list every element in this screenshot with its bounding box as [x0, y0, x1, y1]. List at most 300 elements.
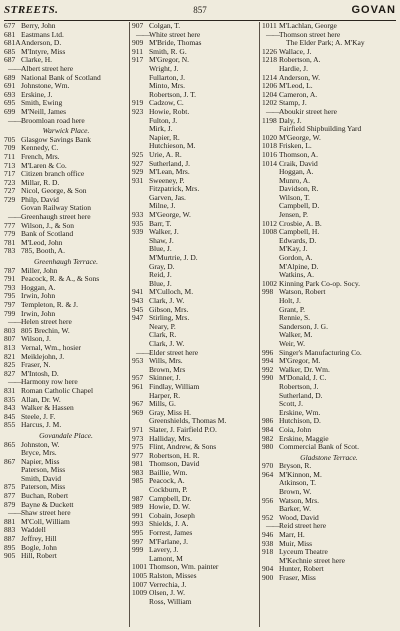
occupant-name: Waddell [21, 526, 46, 535]
cross-street-marker: —— Greenhaugh street here [4, 213, 128, 222]
street-number: 1218 [262, 56, 277, 65]
occupant-name: Campbell, H. [279, 228, 320, 237]
street-number: 813 [4, 343, 16, 352]
street-number: 855 [4, 421, 16, 430]
directory-entry [262, 160, 396, 169]
occupant-name: Baillie, Wm. [149, 468, 188, 477]
directory-entry [262, 349, 396, 358]
street-number: 687 [4, 56, 16, 65]
directory-entry [132, 108, 256, 117]
occupant-name: Millar, R. D. [21, 178, 60, 187]
continuation-line: Hardie, J. [279, 64, 308, 73]
continuation-line: Reid, J. [149, 271, 172, 280]
occupant-name: Mills, G. [149, 400, 176, 409]
directory-entry [132, 520, 256, 529]
occupant-name: M'Bride, Thomas [149, 39, 202, 48]
street-number: 803 [4, 326, 16, 335]
occupant-name: Kennedy, C. [21, 144, 59, 153]
street-number: 980 [262, 443, 274, 452]
continuation-line: Clark, J. W. [149, 339, 185, 348]
directory-entry [4, 552, 128, 561]
directory-entry [132, 357, 256, 366]
directory-entry [262, 426, 396, 435]
continuation-line: Paterson, Miss [21, 466, 66, 475]
column-divider-2 [259, 22, 260, 627]
directory-entry [4, 387, 128, 396]
street-number: 1014 [262, 159, 277, 168]
occupant-name: Irwin, John [21, 309, 56, 318]
directory-entry [132, 443, 256, 452]
continuation-line: Harper, R. [149, 391, 181, 400]
occupant-name: Bayne & Duckett [21, 500, 74, 509]
occupant-name: M'Leod, L. [279, 82, 313, 91]
running-title-govan: GOVAN [351, 4, 396, 16]
street-number: 887 [4, 535, 16, 544]
directory-entry [262, 548, 396, 557]
continuation-line: Erskine, Wm. [279, 408, 321, 417]
occupant-name: Muir, Miss [279, 539, 313, 548]
continuation-line: M'Kay, J. [279, 245, 308, 254]
section-heading: Govandale Place. [39, 431, 93, 440]
continuation-line: Hutchieson, M. [149, 142, 196, 151]
directory-entry [132, 469, 256, 478]
directory-entry [132, 48, 256, 57]
occupant-name: M'Neill, James [21, 107, 67, 116]
street-number: 681 [4, 30, 16, 39]
occupant-name: Thomson, David [149, 460, 200, 469]
street-number: 1214 [262, 73, 277, 82]
directory-entry [4, 247, 128, 256]
directory-entry [262, 374, 396, 383]
directory-entry [132, 581, 256, 590]
occupant-name: Thomson, A. [279, 150, 318, 159]
directory-entry [4, 222, 128, 231]
street-number: 1011 [262, 22, 277, 30]
page-header [4, 4, 396, 21]
cross-street-marker: —— Harmony row here [4, 378, 128, 387]
street-number: 1008 [262, 228, 277, 237]
street-number: 787 [4, 266, 16, 275]
occupant-name: M'Donald, J. C. [279, 374, 327, 383]
occupant-name: Sweeney, P. [149, 176, 185, 185]
directory-entry [4, 267, 128, 276]
directory-entry [4, 99, 128, 108]
occupant-name: Clark, J. W. [149, 297, 185, 305]
continuation-line: Wright, J. [149, 64, 179, 73]
street-number: 969 [132, 408, 144, 417]
occupant-name: Vernal, Wm., hosier [21, 343, 82, 352]
directory-entry [4, 441, 128, 450]
occupant-name: Wallace, J. [279, 47, 312, 56]
occupant-name: Colgan, T. [149, 22, 181, 30]
section-heading: Gladstone Terrace. [300, 453, 358, 462]
street-number: 993 [132, 520, 144, 529]
directory-entry [262, 443, 396, 452]
directory-entry [262, 220, 396, 229]
continuation-line: Fitzpatrick, Mrs. [149, 185, 200, 194]
street-number: 695 [4, 99, 16, 108]
street-number: 793 [4, 283, 16, 292]
continuation-line: Rennie, S. [279, 314, 311, 323]
directory-entry [132, 374, 256, 383]
street-number: 909 [132, 39, 144, 48]
cross-street-marker: —— Broomloan road here [4, 117, 128, 126]
directory-entry [4, 275, 128, 284]
occupant-name: Peacock, A. [149, 477, 185, 486]
directory-entry [262, 471, 396, 480]
occupant-name: Fraser, Miss [279, 574, 316, 582]
occupant-name: Marr, H. [279, 531, 305, 540]
directory-entry [4, 501, 128, 510]
street-number: 997 [132, 537, 144, 546]
occupant-name: Hill, Robert [21, 552, 57, 561]
occupant-name: Peacock, R. & A., & Sons [21, 275, 100, 284]
occupant-name: Verrechia, J. [149, 580, 187, 589]
occupant-name: Robertson, H. R. [149, 451, 200, 460]
street-number: 907 [132, 22, 144, 30]
directory-entry [132, 495, 256, 504]
street-number: 943 [132, 297, 144, 305]
continuation-line: Sutherland, D. [279, 391, 323, 400]
directory-entry [262, 565, 396, 574]
street-number: 777 [4, 221, 16, 230]
directory-entry [132, 383, 256, 392]
street-number: 835 [4, 395, 16, 404]
street-number: 865 [4, 440, 16, 449]
continuation-line: Atkinson, T. [279, 479, 317, 488]
occupant-name: Walker & Hassen [21, 404, 74, 413]
street-number: 1005 [132, 572, 147, 580]
occupant-name: M'Intyre, Miss [21, 47, 66, 56]
directory-entry [132, 452, 256, 461]
street-number: 990 [262, 374, 274, 383]
street-number: 825 [4, 361, 16, 370]
occupant-name: Crosbie, A. B. [279, 219, 322, 228]
continuation-line: Clark, R. [149, 331, 177, 340]
continuation-line: Grant, P. [279, 305, 306, 314]
street-number: 989 [132, 503, 144, 512]
occupant-name: Johnston, W. [21, 440, 60, 449]
street-number: 941 [132, 288, 144, 297]
occupant-name: Paterson, Miss [21, 483, 66, 492]
directory-entry [132, 168, 256, 177]
street-number: 925 [132, 150, 144, 159]
street-number: 917 [132, 56, 144, 65]
cross-street-marker: —— Shaw street here [4, 509, 128, 518]
column-divider-1 [129, 22, 130, 627]
running-title-streets: STREETS. [4, 4, 59, 16]
continuation-line: Cockburn, P. [149, 486, 188, 495]
continuation-line: Wilson, T. [279, 193, 310, 202]
occupant-name: Lyceum Theatre [279, 548, 328, 557]
directory-entry [4, 136, 128, 145]
street-number: 1020 [262, 133, 277, 142]
street-number: 919 [132, 99, 144, 108]
directory-entry [4, 31, 128, 40]
continuation-line: Garven, Jas. [149, 193, 186, 202]
directory-entry [262, 151, 396, 160]
continuation-line: Fulton, J. [149, 116, 178, 125]
occupant-name: 805 Brechin, W. [21, 326, 70, 335]
occupant-name: Bogle, John [21, 543, 57, 552]
occupant-name: M'Laren & Co. [21, 161, 67, 170]
occupant-name: Berry, John [21, 22, 56, 30]
occupant-name: Anderson, W. [279, 73, 321, 82]
occupant-name: M'Farlane, J. [149, 537, 189, 546]
directory-entry [132, 160, 256, 169]
directory-entry [4, 239, 128, 248]
street-number: 827 [4, 369, 16, 378]
directory-entry [132, 211, 256, 220]
cross-street-marker: —— Aboukir street here [262, 108, 396, 117]
occupant-name: Napier, Miss [21, 457, 60, 466]
occupant-name: Jeffrey, Hill [21, 535, 57, 544]
street-number: 992 [262, 365, 274, 374]
directory-entry [4, 162, 128, 171]
directory-entry [132, 56, 256, 65]
continuation-line: Milne, J. [149, 202, 176, 211]
directory-entry [262, 280, 396, 289]
directory-entry [262, 574, 396, 583]
street-number: 791 [4, 275, 16, 284]
street-number: 693 [4, 90, 16, 99]
street-number: 961 [132, 382, 144, 391]
directory-entry [132, 297, 256, 306]
occupant-name: Slater, J. Fairfield P.O. [149, 425, 217, 434]
directory-entry [4, 230, 128, 239]
continuation-line: Gordon, A. [279, 254, 313, 263]
street-number: 727 [4, 187, 16, 196]
occupant-name: Olsen, J. W. [149, 589, 186, 598]
occupant-name: M'Gregor, M. [279, 357, 321, 366]
directory-entry [4, 370, 128, 379]
directory-entry [4, 353, 128, 362]
directory-entry [132, 503, 256, 512]
occupant-name: Smith, Ewing [21, 99, 63, 108]
street-number: 996 [262, 348, 274, 357]
occupant-name: Bank of Scotland [21, 230, 74, 239]
occupant-name: Erskine, Maggie [279, 434, 329, 443]
directory-entry [4, 144, 128, 153]
continuation-line: Sanderson, J. G. [279, 322, 328, 331]
occupant-name: Stamp, J. [279, 99, 307, 108]
occupant-name: Gibson, Mrs. [149, 305, 189, 314]
cross-street-marker: —— Helen street here [4, 318, 128, 327]
street-number: 1001 [132, 563, 147, 572]
occupant-name: Urie, A. R. [149, 150, 182, 159]
continuation-line: Davidson, R. [279, 185, 319, 194]
street-number: 935 [132, 219, 144, 228]
continuation-line: Edwards, D. [279, 236, 317, 245]
directory-entry [4, 292, 128, 301]
continuation-line: M'Murtrie, J. D. [149, 254, 198, 263]
directory-entry [132, 426, 256, 435]
street-number: 998 [262, 288, 274, 297]
continuation-line: Napier, R. [149, 133, 180, 142]
street-number: 975 [132, 443, 144, 452]
directory-entry [262, 99, 396, 108]
street-number: 821 [4, 352, 16, 361]
directory-entry [262, 540, 396, 549]
directory-entry [132, 589, 256, 598]
occupant-name: Fraser, N. [21, 361, 51, 370]
street-number: 984 [262, 425, 274, 434]
street-number: 717 [4, 170, 16, 179]
street-number: 689 [4, 73, 16, 82]
street-number: 947 [132, 314, 144, 323]
directory-entry [132, 306, 256, 315]
directory-entry [4, 187, 128, 196]
directory-entry [262, 117, 396, 126]
occupant-name: M'Intosh, D. [21, 369, 59, 378]
directory-entry [132, 409, 256, 418]
occupant-name: Daly, J. [279, 116, 302, 125]
directory-entry [132, 151, 256, 160]
continuation-line: Mirk, J. [149, 125, 173, 134]
occupant-name: Cameron, A. [279, 90, 318, 99]
street-number: 685 [4, 47, 16, 56]
street-number: 783 [4, 247, 16, 256]
occupant-name: Lavery, J. [149, 546, 179, 555]
street-number: 967 [132, 400, 144, 409]
street-number: 867 [4, 457, 16, 466]
street-number: 831 [4, 386, 16, 395]
occupant-name: Sutherland, J. [149, 159, 191, 168]
street-number: 931 [132, 176, 144, 185]
directory-entry [4, 458, 128, 467]
street-number: 881 [4, 517, 16, 526]
street-number: 923 [132, 107, 144, 116]
continuation-line: M'Kechnie street here [279, 556, 345, 565]
directory-entry [4, 421, 128, 430]
occupant-name: M'George, W. [149, 211, 191, 220]
continuation-line: Munro, A. [279, 176, 311, 185]
directory-entry [4, 39, 128, 48]
directory-entry [132, 529, 256, 538]
directory-entry [4, 56, 128, 65]
street-number: 911 [132, 47, 143, 56]
directory-column-3 [262, 22, 396, 627]
street-number: 797 [4, 301, 16, 309]
directory-entry [262, 288, 396, 297]
occupant-name: Bryson, R. [279, 462, 312, 471]
continuation-line: Lamont, M [149, 554, 183, 563]
directory-entry [262, 91, 396, 100]
occupant-name: Skinner, J. [149, 374, 181, 383]
directory-entry [132, 177, 256, 186]
occupant-name: Allan, Dr. W. [21, 395, 61, 404]
occupant-name: Steele, J. F. [21, 412, 56, 421]
continuation-line: Blue, J. [149, 279, 172, 288]
occupant-name: Templeton, R. & J. [21, 301, 78, 309]
directory-entry [262, 435, 396, 444]
street-number: 681A [4, 39, 21, 48]
occupant-name: French, Mrs. [21, 152, 60, 161]
occupant-name: Buchan, Robert [21, 492, 69, 501]
occupant-name: M'Leod, John [21, 238, 63, 247]
occupant-name: Singer's Manufacturing Co. [279, 348, 362, 357]
directory-entry [132, 228, 256, 237]
occupant-name: Flint, Andrew, & Sons [149, 443, 217, 452]
street-number: 994 [262, 357, 274, 366]
continuation-line: Jensen, P. [279, 211, 308, 220]
continuation-line: Fullarton, J. [149, 73, 186, 82]
directory-entry [4, 284, 128, 293]
occupant-name: Citizen branch office [21, 170, 85, 179]
continuation-line: Fairfield Shipbuilding Yard [279, 125, 362, 134]
street-number: 1202 [262, 99, 277, 108]
continuation-line: Govan Railway Station [21, 204, 91, 213]
directory-entry [4, 396, 128, 405]
street-number: 691 [4, 82, 16, 91]
directory-entry [132, 314, 256, 323]
occupant-name: Frisken, L. [279, 142, 312, 151]
occupant-name: Ralston, Misses [149, 572, 197, 580]
occupant-name: Philp, David [21, 195, 59, 204]
directory-entry [4, 327, 128, 336]
directory-entry [132, 435, 256, 444]
occupant-name: Wilson, J. [21, 335, 51, 344]
directory-entry [132, 460, 256, 469]
street-number: 953 [132, 357, 144, 366]
occupant-name: Cobain, Joseph [149, 511, 195, 520]
directory-entry [4, 361, 128, 370]
continuation-line: Robertson, J. [279, 382, 319, 391]
section-heading: Warwick Place. [42, 127, 90, 136]
continuation-line: Barker, W. [279, 505, 311, 514]
directory-entry [4, 91, 128, 100]
occupant-name: Hutchison, D. [279, 417, 321, 426]
directory-entry [262, 142, 396, 151]
directory-entry [132, 99, 256, 108]
cross-street-marker: —— Thomson street here [262, 31, 396, 40]
street-number: 985 [132, 477, 144, 486]
street-number: 970 [262, 462, 274, 471]
continuation-line: Ross, William [149, 597, 192, 606]
occupant-name: Erskine, J. [21, 90, 53, 99]
directory-entry [4, 48, 128, 57]
continuation-line: Scott, J. [279, 400, 303, 409]
occupant-name: Nicol, George, & Son [21, 187, 87, 196]
occupant-name: Craik, David [279, 159, 318, 168]
directory-entry [4, 310, 128, 319]
occupant-name: Miller, John [21, 266, 58, 275]
street-number: 977 [132, 451, 144, 460]
street-number: 1204 [262, 90, 277, 99]
occupant-name: Robertson, A. [279, 56, 321, 65]
occupant-name: Findlay, William [149, 382, 200, 391]
page-number: 857 [193, 5, 207, 15]
street-number: 895 [4, 543, 16, 552]
street-number: 677 [4, 22, 16, 30]
occupant-name: Watson, Robert [279, 288, 326, 297]
street-number: 705 [4, 135, 16, 144]
street-number: 875 [4, 483, 16, 492]
directory-entry [132, 572, 256, 581]
occupant-name: Hoggan, A. [21, 283, 56, 292]
directory-entry [4, 108, 128, 117]
occupant-name: Coia, John [279, 425, 312, 434]
occupant-name: M'Kinnon, M. [279, 470, 322, 479]
occupant-name: Gray, Miss H. [149, 408, 192, 417]
occupant-name: Watson, Mrs. [279, 496, 320, 505]
directory-entry [4, 492, 128, 501]
street-number: 905 [4, 552, 16, 561]
street-number: 987 [132, 494, 144, 503]
continuation-line: Neary, P. [149, 322, 176, 331]
occupant-name: Smith, R. G. [149, 47, 187, 56]
street-number: 709 [4, 144, 16, 153]
